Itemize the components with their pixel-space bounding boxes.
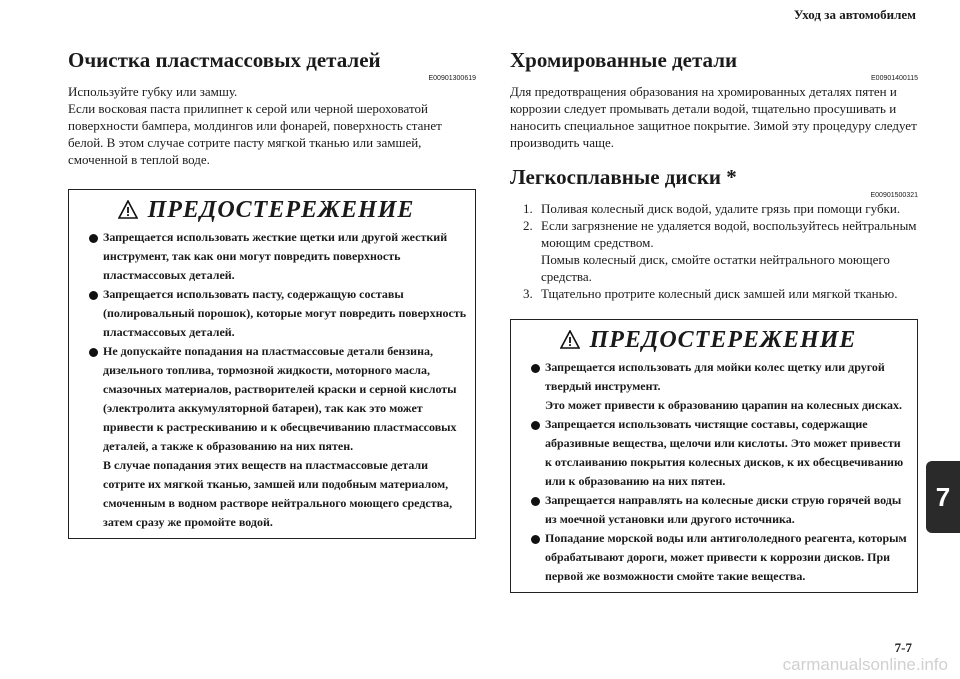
bullet-icon bbox=[89, 348, 98, 357]
warning-item: Не допускайте попадания на пластмассовые детали бензина, дизельного топлива, тормозной жидкости, моторного масла, смазочных материалов, растворителей краски и серной кислоты (электролита аккумуляторной батареи), так как это может привести к растрескиванию и к обесцвечиванию пластмассовых деталей, а также к образованию на них пятен. bbox=[79, 342, 467, 456]
step-item: 3. Тщательно протрите колесный диск замшей или мягкой тканью. bbox=[523, 286, 898, 301]
warning-item: Запрещается использовать пасту, содержащую составы (полировальный порошок), которые могут повредить поверхность пластмассовых деталей. bbox=[79, 285, 467, 342]
warning-triangle-icon bbox=[118, 200, 138, 220]
section-body bbox=[510, 83, 918, 151]
section-title-alloy: Легкосплавные диски * bbox=[510, 165, 737, 189]
section-code: E00901500321 bbox=[870, 192, 918, 199]
warning-item: Запрещается использовать жесткие щетки или другой жесткий инструмент, так как они могут повредить поверхность пластмассовых деталей. bbox=[79, 228, 467, 285]
running-header: Уход за автомобилем bbox=[793, 7, 916, 22]
bullet-icon bbox=[531, 535, 540, 544]
section-code: E00901300619 bbox=[428, 75, 476, 82]
warning-item: Запрещается направлять на колесные диски струю горячей воды из моечной установки или другого источника. bbox=[521, 491, 909, 529]
paragraph: Используйте губку или замшу. bbox=[68, 84, 238, 99]
step-item: 1. Поливая колесный диск водой, удалите грязь при помощи губки. bbox=[523, 201, 901, 216]
warning-item-continued: В случае попадания этих веществ на пластмассовые детали сотрите их мягкой тканью, замшей или подобным материалом, смоченным в водном растворе нейтрального моющего средства, затем сразу же промойте водой. bbox=[103, 458, 453, 529]
paragraph: Для предотвращения образования на хромированных деталях пятен и коррозии следует промывать детали водой, тщательно просушивать и наносить специальное защитное покрытие. Зимой эту процедуру следует производить чаще. bbox=[510, 84, 917, 150]
warning-box bbox=[510, 319, 918, 593]
warning-list bbox=[511, 358, 917, 586]
bullet-icon bbox=[531, 364, 540, 373]
bullet-icon bbox=[531, 421, 540, 430]
step-item: 2. Если загрязнение не удаляется водой, воспользуйтесь нейтральным моющим средством. bbox=[523, 218, 917, 250]
right-column bbox=[510, 48, 918, 593]
warning-title: ПРЕДОСТЕРЕЖЕНИЕ bbox=[589, 326, 857, 353]
warning-box bbox=[68, 189, 476, 539]
bullet-icon bbox=[89, 234, 98, 243]
section-body bbox=[68, 83, 476, 168]
bullet-icon bbox=[531, 497, 540, 506]
section-code: E00901400115 bbox=[871, 75, 918, 82]
warning-triangle-icon bbox=[560, 330, 580, 350]
section-title-chrome: Хромированные детали bbox=[510, 48, 738, 72]
warning-list bbox=[69, 228, 475, 532]
warning-title: ПРЕДОСТЕРЕЖЕНИЕ bbox=[147, 196, 415, 223]
warning-header bbox=[69, 194, 475, 226]
step-item-continued: Помыв колесный диск, смойте остатки нейтрального моющего средства. bbox=[541, 252, 890, 284]
steps-list bbox=[510, 200, 918, 302]
warning-item: Попадание морской воды или антигололедного реагента, которым обрабатывают дороги, может привести к коррозии дисков. При первой же возможности смойте такие вещества. bbox=[521, 529, 909, 586]
chapter-tab: 7 bbox=[926, 461, 960, 533]
paragraph: Если восковая паста прилипнет к серой или черной шероховатой поверхности бампера, молдингов или фонарей, поверхность станет белой. В этом случае сотрите пасту мягкой тканью или замшей, смоченной в теплой воде. bbox=[68, 101, 442, 167]
warning-item: Запрещается использовать чистящие составы, содержащие абразивные вещества, щелочи или кислоты. Это может привести к отслаиванию покрытия колесных дисков, к их обесцвечиванию или к образованию на них пятен. bbox=[521, 415, 909, 491]
warning-item-continued: Это может привести к образованию царапин на колесных дисках. bbox=[545, 398, 903, 412]
bullet-icon bbox=[89, 291, 98, 300]
left-column bbox=[68, 48, 476, 539]
warning-item: Запрещается использовать для мойки колес щетку или другой твердый инструмент. bbox=[521, 358, 909, 396]
warning-header bbox=[511, 324, 917, 356]
page-number: 7-7 bbox=[894, 640, 912, 655]
section-title-plastic: Очистка пластмассовых деталей bbox=[68, 48, 381, 72]
watermark: carmanualsonline.info bbox=[782, 655, 948, 674]
